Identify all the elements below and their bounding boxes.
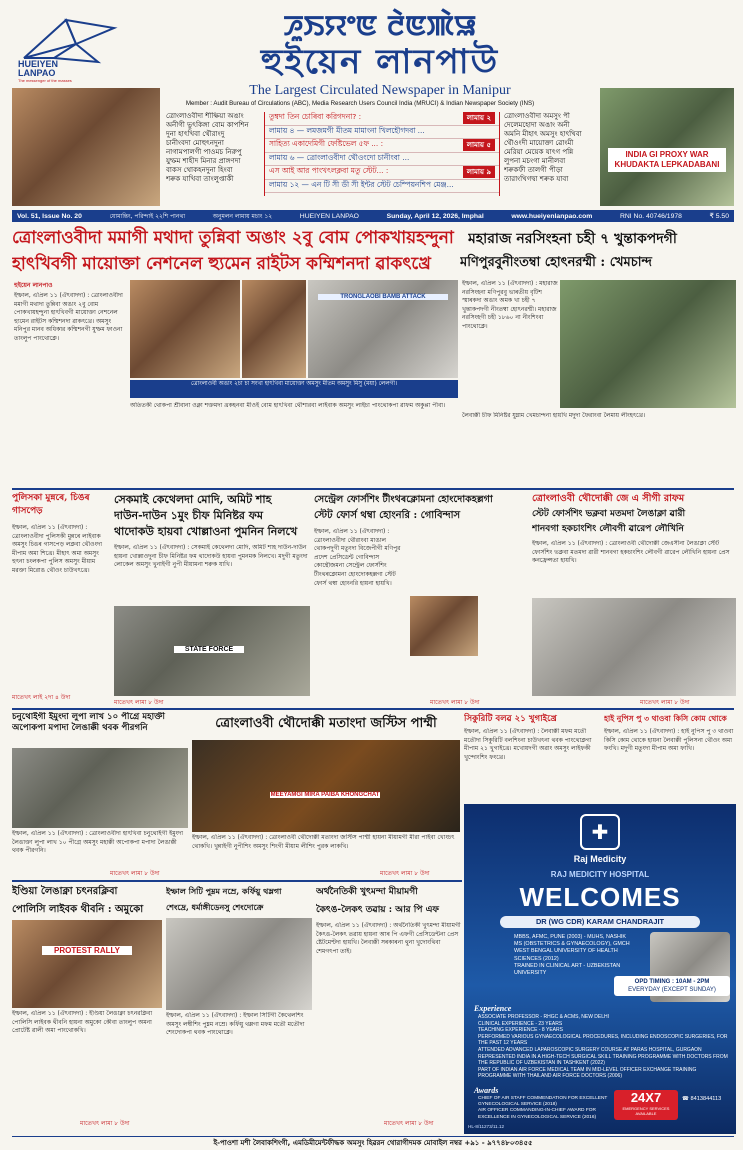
justice-body: ইম্ফাল, এপ্ৰিল ১১ (ঐৎবাদদা) : ত্ৰোংলাওবী থৌদোক্কী মতাংদা জস্টিস পাম্মী হায়না মীয়ামগী মীরা পাইবা খোংচৎ থোকখি। খুন্নাইগী নুপীশিং অমসুং শিংগী মীয়াম লীশিং পুরক লাকখি। xyxy=(192,834,455,850)
plus-icon: ✚ xyxy=(591,820,609,844)
ear-left-text: ত্ৰোংলাওবীদা শীক্ষিয়া অঙাং অনীগী ভুৎকিঙ্গা বোম কাপশিন দুনা হাৎখিবা থৌরাংদু চানীংবদা মোহুৎনদুনা নাগামপালগী পাওমচ নিরুপু যুম্ফম শাহীদ মিনার প্ৰাঙ্গণদা বাকস থোকহনদুনা হিংবা শৰুক যাখিবা তাংলুপ্তাকী xyxy=(166,112,249,183)
ad-opd-days: EVERYDAY (EXCEPT SUNDAY) xyxy=(628,987,716,993)
justice-headline[interactable]: ত্ৰোংলাওবী থৌদোক্কী মতাংদা জস্টিস পাম্মী xyxy=(215,716,437,731)
lead-headline-1[interactable]: ত্ৰোংলাওবীদা মমাগী মথাদা তুন্নিবা অঙাং ২বু বোম পোকখায়হন্দুনা xyxy=(12,228,454,248)
ad-emergency: 24X7 EMERGENCY SERVICES AVAILABLE xyxy=(614,1090,678,1120)
lead-photo-2 xyxy=(242,280,306,378)
logo-text: HUEIYEN LANPAO xyxy=(18,59,59,78)
protest-body: ইম্ফাল, এপ্ৰিল ১১ (ঐৎবাদদা) : ইণ্ডিয়া লৈঙাক্না চৎনরক্লিবা পোলিসি লাইবক থীবনি হায়না অমুকো কৌবা তাংলুপ অমনা প্ৰোটেষ্ট ৱালী অমা পাংথোকখি। xyxy=(12,1010,153,1035)
issue-bar xyxy=(12,210,734,222)
phone-icon: ☎ xyxy=(682,1096,691,1102)
lead-photo-1 xyxy=(130,280,240,378)
ad-logo xyxy=(580,814,620,850)
ear-photo-left xyxy=(12,88,160,206)
jac-body: ইম্ফাল, এপ্ৰিল ১১ (ঐৎবাদদা) : ত্ৰোংলাওবী থৌদোক্কী জেএসীনা লৈঙাক্লা স্টেট ফোর্সশিং ভক্লবা মতমদা ৱারী শানবগা হকচাংশিং লৌবগী ৱারেপ লৌখিনি হায়না প্ৰেস কনফ্ৰেন্সতা হায়খি। xyxy=(532,540,730,565)
membership-line: Member : Audit Bureau of Circulations (ABC), Media Research Users Council India (MRUCI) & Indian Newspaper Society (INS) xyxy=(185,100,535,107)
ad-hospital: RAJ MEDICITY HOSPITAL xyxy=(550,870,650,879)
teaser-item[interactable]: এস আই আর পাংখৎলক্লবা মতু স্টেট... : লামায় ৯ xyxy=(265,166,499,180)
imphalcity-body: ইম্ফাল, এপ্ৰিল ১১ (ঐৎবাদদা) : ইম্ফাল সিটিগী কৈথেলশিং অমসুং লম্বীশিং পুম্নম নম্রে। কর্ফিয়ু থম্লগা মফম মতৌ মতৌদা শেংদোকপা থবক পাংথোক্লে। xyxy=(166,1012,305,1037)
modi-headline-1[interactable]: সেকমাই কেথেলদা মোদি, অমিট শাহ xyxy=(114,493,272,506)
modi-headline-3[interactable]: থাদোকউ হায়বা খোল্লাওনা পুমনিন নিলখে xyxy=(114,525,298,538)
lead-headline-2[interactable]: হাৎখিবগী মায়োক্তা নেশনেল হ্যুমেন রাইটস কম্মিশনদা ৱাকৎখ্রে xyxy=(12,254,431,274)
tagline: The Largest Circulated Newspaper in Manipur xyxy=(249,83,511,98)
lead-right-body: ইম্ফাল, এপ্ৰিল ১১ (ঐৎবাদদা) : মহারাজ নরসিংহনা মণিপুরবু ভাৰতীয় বৃটিশ স্মাৰকদা অঙাং অমক খা চহী ৭ খুন্তাকপদগী নীংতম্বা হোৎনরম্মী। মহারাজ নরসিংহগী চহী ১৮৬০ না নীংশিংবা পাংথোক্লে। xyxy=(462,280,558,330)
lead-right-photo xyxy=(560,280,736,408)
teaser-item[interactable]: তুম্বদা তিন চোৰিবা করিগদনা? : লামায় ২ xyxy=(265,112,499,126)
sikuriti-headline[interactable]: সিকুরিটি বলৱ ২১ খুগাইখ্ৰে xyxy=(464,714,557,724)
issue-name: HUEIYEN LANPAO xyxy=(299,212,359,220)
footer: ই-পাওশা মশী লৈবাকশিংগী, এমডিমীমেন্টফীদ্ধক অমসুং হিৱরন থোরাগীদমক মোবাইল নম্বর +৯১ - ৯৭৭৪৮০৩৪৫৫ xyxy=(12,1136,734,1148)
ap-body: ইম্ফাল, এপ্ৰিল ১১ (ঐৎবাদদা) : অৰ্থনৈতিকী খুৎমন্দা মীয়ামগী কৈৎঙ-লৈকৎ তৱায় হায়না আৰ পি এফগী প্ৰেসিডেন্টনা প্ৰেস ষ্টেটমেণ্টদা হায়খি। লৈবাক্কী সৰকাৰনা থুনা খুদোংথিবা শেমগৎপা তাই। xyxy=(316,922,461,955)
issue-web[interactable]: www.hueiyenlanpao.com xyxy=(511,212,593,220)
sikuriti-body: ইম্ফাল, এপ্ৰিল ১১ (ঐৎবাদদা) : লৈবাক্কী মফম মতৌ মতৌদা সিকুরিটি বলশিংনা চাউখৎনা থবক পাংথোক্লগা মীপাম ২১ খুগাইখ্ৰে। মখোয়দগী অৱাং অমসুং লাইফকী খুন্দোংশিং ফংখ্ৰে। xyxy=(464,728,592,761)
masthead-title: হুইয়েন লানপাউ xyxy=(260,42,500,82)
lead-source: হুইয়েন লানপাও xyxy=(14,282,53,289)
divider xyxy=(12,708,734,710)
ad-experience-list: ASSOCIATE PROFESSOR - RHGC & ACMS, NEW DELHI CLINICAL EXPERIENCE - 23 YEARS TEACHING EXPERIENCE - 8 YEARS PERFORMED VARIOUS GYNAECOLOGICAL PROCEDURES, INCLUDING ENDOSCOPIC SURGERIES, FOR THE PAST 12 YEARS ATTENDED ADVANCED LAPAROSCOPIC SURGERY COURSE AT PARAS HOSPITAL, GURGAON REPRESENTED INDIA IN A HIGH-TECH SURGICAL SKILL TRAINING PROGRAMME WITH DOCTORS FROM THE REPUBLIC OF UZBEKISTAN IN TASHKENT (2022) PART OF INDIAN AIR FORCE MEDICAL TEAM IN MID-LEVEL OFFICER EXCHANGE TRAINING PROGRAMME WITH THAILAND AIR FORCE DOCTORS (2006) xyxy=(478,1014,728,1080)
jac-continue[interactable]: মাতেখৎ লামা ৮ উদা xyxy=(640,699,690,706)
ad-welcomes: WELCOMES xyxy=(519,882,681,912)
protest-photo xyxy=(12,920,162,1008)
imphalcity-photo xyxy=(166,918,312,1010)
lead-body-2: অতিতকী থোকপা শ্ৰীবানা ওক্না শক্তমদা খ্ৰকহনবা মীওই বোম হাৎখিবা থৌশারবা লাইবাক অমসুং লাইচা পাংথোকপা ৱাফম অকুপ্পা পীবা। xyxy=(130,402,446,409)
jac-headline-1[interactable]: ত্ৰোংলাওবী থৌদোক্কী জে এ সীগী রাফম xyxy=(532,493,685,504)
ad-awards-list: CHIEF OF AIR STAFF COMMENDATION FOR EXCELLENT GYNECOLOGICAL SERVICE (2018) AIR OFFICER COMMANDING-IN-CHIEF AWARD FOR EXCELLENCE IN GYNECOLOGICAL SERVICE (2016) xyxy=(478,1096,608,1120)
justice-photo xyxy=(192,740,460,832)
protest-continue[interactable]: মাতেখৎ লামা ৮ উদা xyxy=(80,1120,130,1127)
jac-photo xyxy=(532,598,736,696)
justice-continue[interactable]: মাতেখৎ লামা ৮ উদা xyxy=(380,870,430,877)
masthead-title-stylized: ꯍꯨꯏꯌꯦꯟ ꯂꯥꯟꯄꯥꯎ xyxy=(283,9,477,42)
pulisu-continue[interactable]: মাতেখৎ লাই ২দা ৪ উদা xyxy=(12,694,71,701)
lead-right-headline-1[interactable]: মহারাজ নরসিংহনা চহী ৭ খুন্তাকপদগী xyxy=(468,231,677,247)
hospital-ad[interactable] xyxy=(464,804,736,1134)
lead-photo-banner: TRONGLAOBI BAMB ATTACK xyxy=(318,294,448,300)
imphalcity-headline-1[interactable]: ইম্ফাল সিটি পুম্নম নম্রে, কর্ফিয়ু থম্লগা xyxy=(166,886,282,896)
ad-credentials: MBBS, AFMC, PUNE (2003) - MUHS, NASHIK MS (OBSTETRICS & GYNAECOLOGY), GMCH WEST BENGAL UNIVERSITY OF HEALTH SCIENCES (2012) TRAINED IN CLINICAL ART - UZBEKISTAN UNIVERSITY xyxy=(514,934,630,977)
jac-headline-3[interactable]: শানবগা হকচাংশিং লৌবগী ৱারেপ লৌখিনি xyxy=(532,524,684,534)
issue-bengali-mid: অনুমলন লামায় মচাং ১২ xyxy=(212,212,273,220)
modi-body: ইম্ফাল, এপ্ৰিল ১১ (ঐৎবাদদা) : সেকমাই কেথেলদা মোদি, অমিট শাহ দাউন-দাউন হায়না খোল্লাওদুনা চীফ মিনিষ্টর ফম থাদোকউ হায়বা পুমনমক নিলখে। মদুগী মতুংদা লোকেল অমসুং খুনাইগী নুপী মীয়ামনা শরুক যাখি। xyxy=(114,544,308,569)
lead-right-body-2: লৈবাক্কী চীফ মিনিষ্টর যুম্নাম খেমচান্দনা হায়খি মদুদা ফৈরাংবা লৈমায় লীংহৎখ্রে। xyxy=(462,412,646,419)
issue-bengali-date: যোমান্তিং, পরিন্দাই ২২শি পানথা xyxy=(109,212,186,220)
ap-headline-2[interactable]: কৈৎঙ-লৈকৎ তৱায় : আর পি এফ xyxy=(316,905,440,915)
chunthoi-headline[interactable]: চনুথোইগী ইমুংদা লুপা লাখ ১০ পীগ্ৰে মহাক্তী অপোকপা মপাদা লৈঙাক্কী থবক পীরগনি xyxy=(12,712,165,733)
issue-vol: Vol. 51, Issue No. 20 xyxy=(17,212,82,220)
chunthoi-body: ইম্ফাল, এপ্ৰিল ১১ (ঐৎবাদদা) : ত্ৰোংলাওবীদা হাৎখিবা চনুথোইগী ইমুংদা লৈঙাক্তা লুপা লাখ ১০ পীগ্ৰে অমসুং মহাক্কী অপোকপা মপাদা লৈঙাক্কী থবক পীরগনি। xyxy=(12,830,184,855)
ap-continue[interactable]: মাতেখৎ লামা ৮ উদা xyxy=(384,1120,434,1127)
gobindas-body: ইম্ফাল, এপ্ৰিল ১১ (ঐৎবাদদা) : ত্ৰোংলাওবীদা থৌরাংবা মাঙাল থোকপদুগী মতুংদা বিজেপীগী মণিপুর প্ৰদেশ প্ৰেসিডেন্ট গোবিন্দাস কোন্থৌজমনা সেন্ট্রেল ফোর্সশিং টীংথৰক্লোমনা হোংদোকহল্লগা স্টেট ফোর্স থম্বা হোংনরি হায়না হায়খি। xyxy=(314,528,401,587)
jac-headline-2[interactable]: স্টেট ফোর্সশিং ভক্লবা মতমদা লৈঙাক্লা ৱারী xyxy=(532,509,686,519)
protest-headline-2[interactable]: পোলিসি লাইবক থীবনি : অমুকো xyxy=(12,904,144,915)
modi-photo xyxy=(114,606,310,696)
ad-experience-title: Experience xyxy=(474,1004,512,1013)
teaser-item[interactable]: লামায় ৪ — লমজমগী মীতম মামাংনা খিলহৌগদবা ... xyxy=(265,126,499,140)
protest-headline-1[interactable]: ইণ্ডিয়া লৈঙাক্না চৎনরক্লিবা xyxy=(12,886,118,897)
ad-doctor: DR (WG CDR) KARAM CHANDRAJIT xyxy=(500,916,700,928)
lead-body: ইম্ফাল, এপ্ৰিল ১১ (ঐৎবাদদা) : ত্ৰোংলাওবীদা মমাগী মথাদা তুন্নিবা অঙাং ২বু বোম পোকখায়হন্দুনা হাৎখিবগী মায়োক্তা নেশনেল হ্যুমেন রাইটস কম্মিশনদা ৱাকৎখ্রে। অমসুং মনিপুর মানব অধিকার কম্মিশনগী যুম্ফম ফাওনা তাংলুপ পাংথোক্লে। xyxy=(14,292,123,342)
ad-opd-label: OPD TIMING : 10AM - 2PM xyxy=(634,979,710,985)
hirock-body: ইম্ফাল, এপ্ৰিল ১১ (ঐৎবাদদা) : হাই নুপিস পু ৩ থাওবা কিসি কোম থোকে হায়না লৈবাক্কী পুলিসনা থৌওং অমা ফংখি। মদুগী মতুংদা মীপাম অমা ফাখি। xyxy=(604,728,734,753)
teaser-item[interactable]: সাহিত্য একাদেমিগী ফেষ্টিভেল ৫ফ ... : লামায় ৫ xyxy=(265,139,499,153)
ad-code: HL-8/11273/11.12 xyxy=(468,1124,505,1129)
modi-photo-banner: STATE FORCE xyxy=(174,646,244,653)
imphalcity-headline-2[interactable]: শেংদ্ৰে, ধৰ্মাঙ্গীডেনসু শেংদোক্রে xyxy=(166,902,264,912)
teaser-item[interactable]: লামায় ১২ — এন টি সী ডী সী ইন্টর স্টেট চেম্পিয়নশিপ মেঞ্জ... xyxy=(265,180,499,194)
lead-photo-3 xyxy=(308,280,458,378)
ad-opd xyxy=(614,976,730,996)
pulisu-headline[interactable]: পুলিসকা মুন্নৰে, চিঙৰ গাসপেড় xyxy=(12,493,90,516)
issue-rni: RNI No. 40746/1978 xyxy=(619,212,682,220)
ear-right-text: ত্ৰোংলাওবীদা অমসুং পী দেলেমহোদা অঙাং অনী অমনি মীহাৎ অমসুং হাৎখিবা থৌওংদী মায়োক্তা ৱোংমী মেরিয়া মেয়েক যাৎগ পন্নি লুপনা মচংগা মানীলবা শৰুকফী তালগী পীড়া তারাংখিগদ্বা শৰুক যাবা xyxy=(504,112,582,183)
ear-photo-sign: INDIA GI PROXY WAR KHUDAKTA LEPKADABANI xyxy=(608,148,726,172)
gobindas-continue[interactable]: মাতেখৎ লামা ৮ উদা xyxy=(430,699,480,706)
teaser-item[interactable]: লামায় ৬ — ত্ৰোংলাওবীদা থৌওংদো চানীংবা ... xyxy=(265,153,499,167)
issue-date: Sunday, April 12, 2026, Imphal xyxy=(386,212,484,220)
hirock-headline[interactable]: হাই নুপিস পু ৩ থাওবা কিসি কোম থোকে xyxy=(604,714,727,723)
gobindas-headline-2[interactable]: স্টেট ফোর্স থম্বা হোংনরি : গোবিন্দাস xyxy=(314,510,461,521)
pulisu-body: ইম্ফাল, এপ্ৰিল ১১ (ঐৎবাদদা) : ত্ৰোংলাওবীদা পুলিসকী মুন্নৰে লাইবাক অমসুং চিঙৰ গাসপেড় লক্লবা থৌওংদা মীপাম অমা শিখ্রে। মীহাৎ অমা অমসুং হুৎনা চংলকপা পুলিস অমসুং মীয়াম মরক্তা মিরোঙ থৌওং চাউখৎখ্রে। xyxy=(12,524,103,574)
lead-photo-caption: ত্ৰোংলাওবী অঙাং ২চা চা সংখা হাৎখিবা মায়োক্তা অমসুং মীতম অমসুং মিসু (ময়া) লেলগী। xyxy=(130,380,458,398)
ad-brand: Raj Medicity xyxy=(573,854,627,864)
gobindas-headline-1[interactable]: সেন্ট্রেল ফোর্সশিং টীংথৰক্লোমনা হোংদোকহল্লগা xyxy=(314,494,493,505)
justice-banner: MEEYAMGI MIRA PAIBA KHONGCHAT xyxy=(270,792,380,798)
chunthoi-photo xyxy=(12,748,188,828)
issue-price: ₹ 5.50 xyxy=(709,213,729,220)
teaser-list xyxy=(264,112,500,196)
logo xyxy=(14,14,124,86)
modi-headline-2[interactable]: দাউন-দাউন ১মুং চীফ মিনিষ্টর ফম xyxy=(114,509,263,522)
protest-banner: PROTEST RALLY xyxy=(42,946,132,955)
logo-sub: The messenger of the masses xyxy=(18,78,72,83)
modi-continue[interactable]: মাতেখৎ লামা ৮ উদা xyxy=(114,699,164,706)
ap-headline-1[interactable]: অৰ্থনৈতিকী খুৎমন্দা মীয়ামগী xyxy=(316,887,418,897)
lead-right-headline-2[interactable]: মণিপুরবুনীংতম্বা হোৎনরম্মী : খেমচান্দ xyxy=(460,255,652,270)
divider xyxy=(12,880,462,882)
gobindas-photo xyxy=(410,596,478,656)
divider xyxy=(12,488,734,490)
ad-awards-title: Awards xyxy=(474,1086,499,1095)
ear-photo-right xyxy=(600,88,734,206)
chunthoi-continue[interactable]: মাতেখৎ লামা ৮ উদা xyxy=(110,870,160,877)
ad-phone[interactable]: ☎ 8413844113 xyxy=(682,1096,722,1102)
